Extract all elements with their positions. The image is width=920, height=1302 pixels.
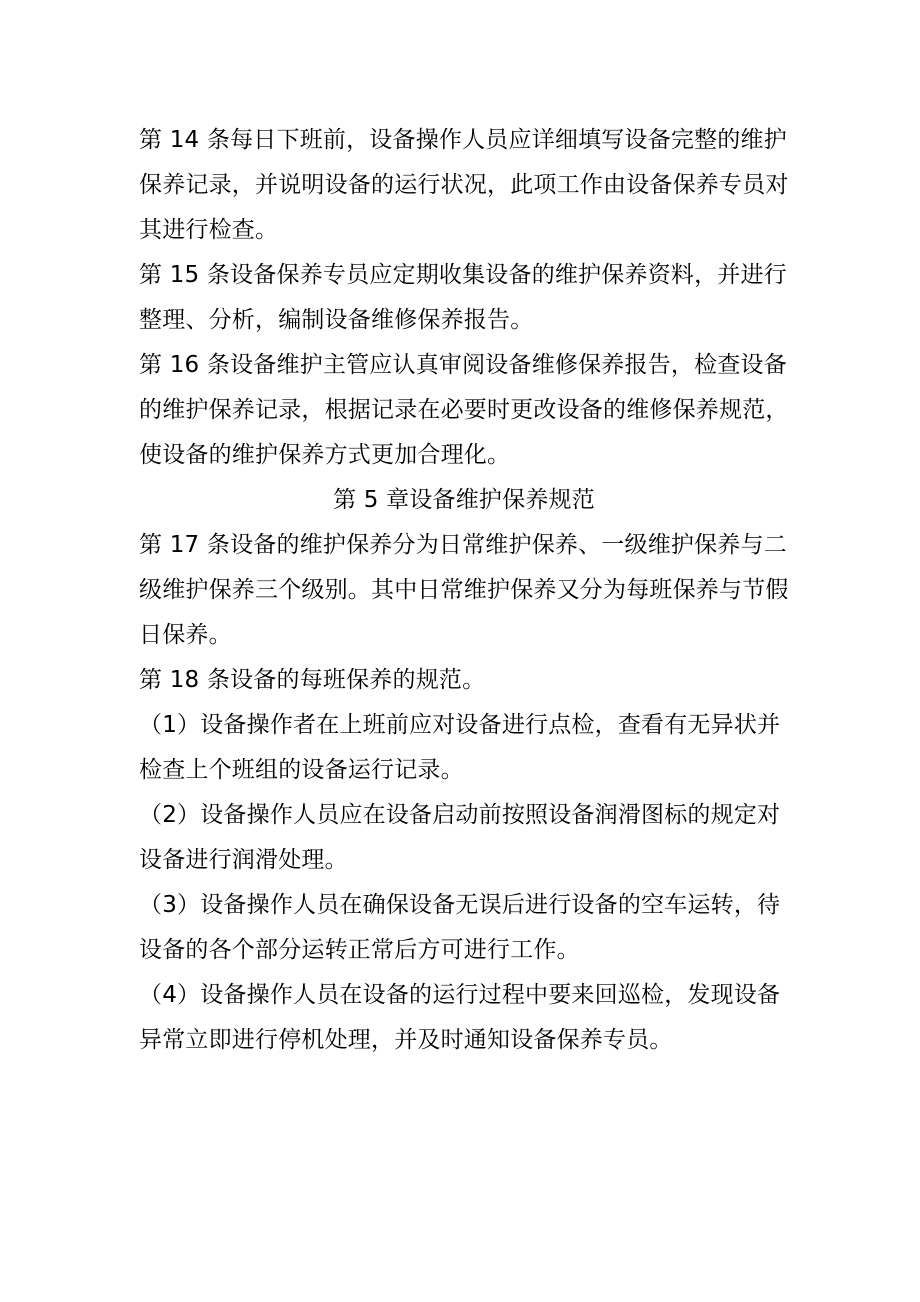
text-line: 日保养。: [139, 622, 232, 648]
article-14: [139, 118, 789, 253]
text-line: 使设备的维护保养方式更加合理化。: [139, 442, 511, 468]
text-line: 其进行检查。: [139, 217, 279, 243]
article-15: [139, 253, 789, 343]
chapter-heading: 第 5 章设备维护保养规范: [333, 487, 595, 513]
text-line: 第 14 条每日下班前，设备操作人员应详细填写设备完整的维护: [139, 127, 787, 153]
text-line: 设备进行润滑处理。: [139, 847, 348, 873]
text-line: （1）设备操作者在上班前应对设备进行点检，查看有无异状并: [139, 712, 781, 738]
text-line: 异常立即进行停机处理，并及时通知设备保养专员。: [139, 1027, 673, 1053]
text-line: 检查上个班组的设备运行记录。: [139, 757, 464, 783]
text-line: 级维护保养三个级别。其中日常维护保养又分为每班保养与节假: [139, 577, 789, 603]
document-page: [139, 118, 789, 1063]
text-line: 整理、分析，编制设备维修保养报告。: [139, 307, 534, 333]
text-line: 设备的各个部分运转正常后方可进行工作。: [139, 937, 580, 963]
list-item-3: [139, 883, 789, 973]
text-line: 第 16 条设备维护主管应认真审阅设备维修保养报告，检查设备: [139, 352, 787, 378]
text-line: 第 18 条设备的每班保养的规范。: [139, 667, 486, 693]
text-line: 保养记录，并说明设备的运行状况，此项工作由设备保养专员对: [139, 172, 789, 198]
article-18: [139, 658, 789, 703]
list-item-4: [139, 973, 789, 1063]
article-17: [139, 523, 789, 658]
text-line: 第 15 条设备保养专员应定期收集设备的维护保养资料，并进行: [139, 262, 787, 288]
article-16: [139, 343, 789, 478]
list-item-2: [139, 793, 789, 883]
text-line: 第 17 条设备的维护保养分为日常维护保养、一级维护保养与二: [139, 532, 787, 558]
text-line: （2）设备操作人员应在设备启动前按照设备润滑图标的规定对: [139, 802, 781, 828]
text-line: （4）设备操作人员在设备的运行过程中要来回巡检，发现设备: [139, 982, 781, 1008]
text-line: 的维护保养记录，根据记录在必要时更改设备的维修保养规范，: [139, 397, 789, 423]
list-item-1: [139, 703, 789, 793]
text-line: （3）设备操作人员在确保设备无误后进行设备的空车运转，待: [139, 892, 781, 918]
